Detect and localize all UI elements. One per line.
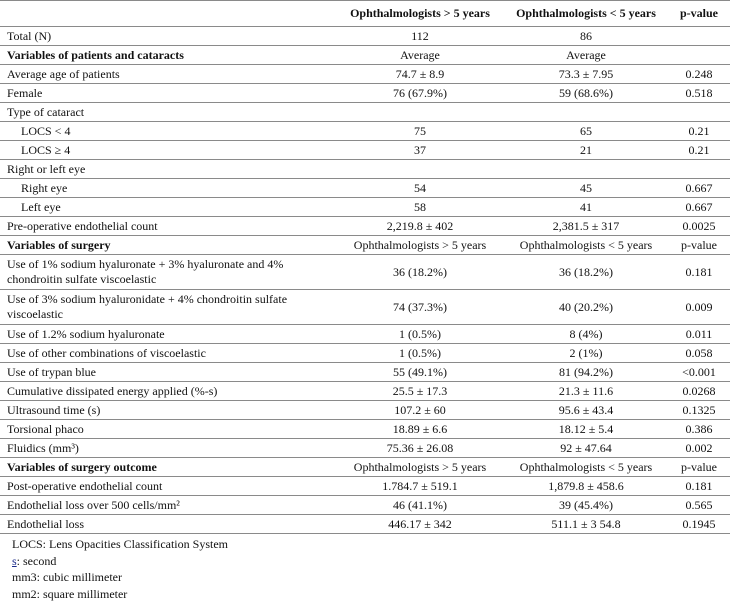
row-label: Cumulative dissipated energy applied (%-s)	[0, 382, 336, 401]
cell-p-value: 0.009	[668, 290, 730, 325]
footnote-second-text: : second	[16, 553, 57, 568]
cell-junior: 73.3 ± 7.95	[504, 65, 668, 84]
cell-junior: 21	[504, 141, 668, 160]
table-row	[0, 217, 730, 236]
cell-senior: 36 (18.2%)	[336, 255, 504, 290]
cell-junior	[504, 103, 668, 122]
row-label: Ultrasound time (s)	[0, 401, 336, 420]
row-label: Post-operative endothelial count	[0, 477, 336, 496]
cell-senior: 37	[336, 141, 504, 160]
cell-p-value: 0.1325	[668, 401, 730, 420]
cell-senior: 58	[336, 198, 504, 217]
cell-senior: 25.5 ± 17.3	[336, 382, 504, 401]
table-row	[0, 420, 730, 439]
cell-p-value: 0.0268	[668, 382, 730, 401]
cell-junior: 18.12 ± 5.4	[504, 420, 668, 439]
footnote-second	[12, 553, 228, 570]
table-row	[0, 84, 730, 103]
table-row	[0, 401, 730, 420]
row-label: Endothelial loss over 500 cells/mm²	[0, 496, 336, 515]
row-label: Type of cataract	[0, 103, 336, 122]
row-label: Female	[0, 84, 336, 103]
row-label: Right or left eye	[0, 160, 336, 179]
table-row	[0, 198, 730, 217]
section-row	[0, 236, 730, 255]
row-label: Fluidics (mm³)	[0, 439, 336, 458]
row-label: Average age of patients	[0, 65, 336, 84]
row-label: Use of trypan blue	[0, 363, 336, 382]
cell-junior: 8 (4%)	[504, 325, 668, 344]
cell-senior: 54	[336, 179, 504, 198]
cell-senior: 76 (67.9%)	[336, 84, 504, 103]
header-senior: Ophthalmologists > 5 years	[336, 1, 504, 27]
cell-p-value: 0.565	[668, 496, 730, 515]
cell-p-value: 0.181	[668, 255, 730, 290]
cell-p-value	[668, 103, 730, 122]
row-label: Use of 1.2% sodium hyaluronate	[0, 325, 336, 344]
row-label: Variables of surgery outcome	[0, 458, 336, 477]
cell-junior: 95.6 ± 43.4	[504, 401, 668, 420]
cell-p-value: p-value	[668, 236, 730, 255]
cell-p-value: 0.386	[668, 420, 730, 439]
table-row	[0, 515, 730, 534]
cell-junior: 2 (1%)	[504, 344, 668, 363]
cell-p-value: <0.001	[668, 363, 730, 382]
cell-junior: 36 (18.2%)	[504, 255, 668, 290]
cell-senior: 1 (0.5%)	[336, 344, 504, 363]
cell-junior: 65	[504, 122, 668, 141]
table-header-row	[0, 1, 730, 27]
table-row	[0, 65, 730, 84]
cell-senior: 1 (0.5%)	[336, 325, 504, 344]
table-row	[0, 382, 730, 401]
cell-p-value: 0.002	[668, 439, 730, 458]
table-row	[0, 290, 730, 325]
cell-junior: 1,879.8 ± 458.6	[504, 477, 668, 496]
cell-senior: 112	[336, 27, 504, 46]
footnote-locs: LOCS: Lens Opacities Classification System	[12, 537, 228, 551]
cell-junior: 86	[504, 27, 668, 46]
table-row	[0, 141, 730, 160]
cell-junior: 45	[504, 179, 668, 198]
cell-senior: 74.7 ± 8.9	[336, 65, 504, 84]
cell-senior: 107.2 ± 60	[336, 401, 504, 420]
cell-junior: Ophthalmologists < 5 years	[504, 236, 668, 255]
cell-p-value: 0.058	[668, 344, 730, 363]
row-label: LOCS < 4	[0, 122, 336, 141]
cell-senior: 18.89 ± 6.6	[336, 420, 504, 439]
table-row	[0, 255, 730, 290]
cell-senior: 46 (41.1%)	[336, 496, 504, 515]
cell-p-value: 0.181	[668, 477, 730, 496]
section-row	[0, 46, 730, 65]
cell-senior: Ophthalmologists > 5 years	[336, 236, 504, 255]
cell-p-value: 0.21	[668, 122, 730, 141]
cell-junior: 21.3 ± 11.6	[504, 382, 668, 401]
table-row	[0, 344, 730, 363]
section-row	[0, 458, 730, 477]
cell-junior: 40 (20.2%)	[504, 290, 668, 325]
cell-p-value: 0.1945	[668, 515, 730, 534]
cell-junior: 41	[504, 198, 668, 217]
cell-p-value: p-value	[668, 458, 730, 477]
cell-p-value: 0.0025	[668, 217, 730, 236]
cell-junior: 39 (45.4%)	[504, 496, 668, 515]
table-row	[0, 496, 730, 515]
cell-junior: 2,381.5 ± 317	[504, 217, 668, 236]
cell-senior: Average	[336, 46, 504, 65]
row-label: Right eye	[0, 179, 336, 198]
row-label: Left eye	[0, 198, 336, 217]
cell-senior	[336, 103, 504, 122]
row-label: Variables of surgery	[0, 236, 336, 255]
row-label: Pre-operative endothelial count	[0, 217, 336, 236]
row-label: Use of 3% sodium hyaluronidate + 4% chondroitin sulfate viscoelastic	[0, 290, 336, 325]
cell-senior: 75	[336, 122, 504, 141]
cell-p-value: 0.667	[668, 198, 730, 217]
cell-junior: 81 (94.2%)	[504, 363, 668, 382]
cell-senior	[336, 160, 504, 179]
row-label: LOCS ≥ 4	[0, 141, 336, 160]
footnote-mm2: mm2: square millimeter	[12, 586, 128, 601]
cell-senior: 2,219.8 ± 402	[336, 217, 504, 236]
row-label: Torsional phaco	[0, 420, 336, 439]
row-label: Use of 1% sodium hyaluronate + 3% hyaluronate and 4% chondroitin sulfate viscoelastic	[0, 255, 336, 290]
header-p-value: p-value	[668, 1, 730, 27]
table-body	[0, 27, 730, 534]
table-row	[0, 103, 730, 122]
cell-senior: 75.36 ± 26.08	[336, 439, 504, 458]
header-junior: Ophthalmologists < 5 years	[504, 1, 668, 27]
cell-p-value: 0.248	[668, 65, 730, 84]
cell-junior	[504, 160, 668, 179]
cell-senior: 55 (49.1%)	[336, 363, 504, 382]
row-label: Variables of patients and cataracts	[0, 46, 336, 65]
cell-senior: Ophthalmologists > 5 years	[336, 458, 504, 477]
cell-p-value: 0.667	[668, 179, 730, 198]
cell-p-value: 0.518	[668, 84, 730, 103]
footnote-mm3: mm3: cubic millimeter	[12, 570, 122, 584]
cell-junior: 511.1 ± 3 54.8	[504, 515, 668, 534]
row-label: Use of other combinations of viscoelastic	[0, 344, 336, 363]
row-label: Endothelial loss	[0, 515, 336, 534]
cell-senior: 446.17 ± 342	[336, 515, 504, 534]
cell-p-value	[668, 46, 730, 65]
cell-junior: Ophthalmologists < 5 years	[504, 458, 668, 477]
header-label-cell	[0, 1, 336, 27]
row-label: Total (N)	[0, 27, 336, 46]
cell-p-value: 0.21	[668, 141, 730, 160]
cell-senior: 1.784.7 ± 519.1	[336, 477, 504, 496]
table-row	[0, 27, 730, 46]
cell-junior: 59 (68.6%)	[504, 84, 668, 103]
cell-senior: 74 (37.3%)	[336, 290, 504, 325]
table-row	[0, 179, 730, 198]
table-footnotes	[12, 536, 228, 602]
table-row	[0, 160, 730, 179]
table-row	[0, 122, 730, 141]
footnote-second-symbol: s	[12, 553, 17, 568]
table-row	[0, 363, 730, 382]
cell-p-value	[668, 160, 730, 179]
cell-p-value: 0.011	[668, 325, 730, 344]
cell-junior: 92 ± 47.64	[504, 439, 668, 458]
cell-junior: Average	[504, 46, 668, 65]
table-row	[0, 439, 730, 458]
cell-p-value	[668, 27, 730, 46]
table-row	[0, 477, 730, 496]
table-row	[0, 325, 730, 344]
